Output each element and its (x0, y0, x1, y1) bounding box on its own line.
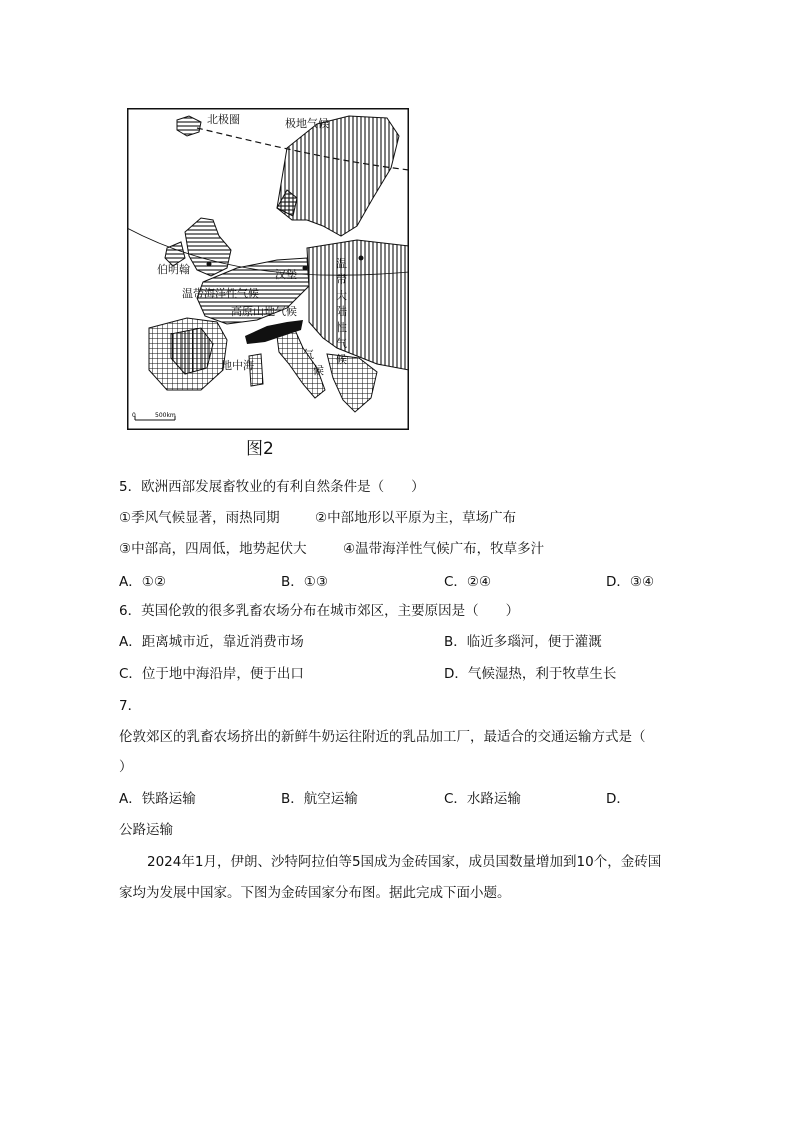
continental-char-2: 带 (336, 273, 347, 286)
highland-climate-label: 高原山地气候 (231, 305, 297, 318)
q5-option-a: A．①② (119, 574, 166, 590)
continental-char-5: 性 (336, 321, 347, 334)
q7-stem-line1: 伦敦郊区的乳畜农场挤出的新鲜牛奶运往附近的乳品加工厂，最适合的交通运输方式是（ (119, 729, 646, 745)
q7-option-d: D． (606, 791, 630, 807)
intro-line-1: 2024年1月，伊朗、沙特阿拉伯等5国成为金砖国家，成员国数量增加到10个，金砖国 (147, 854, 662, 870)
scale-zero-label: 0 (132, 412, 136, 419)
q7-number: 7． (119, 698, 142, 714)
q7-option-a: A．铁路运输 (119, 791, 196, 807)
moscow-dot (359, 256, 364, 261)
q5-option-b: B．①③ (281, 574, 328, 590)
polar-climate-label: 极地气候 (285, 117, 329, 130)
scale-km-label: 500km (155, 412, 176, 419)
mediterranean-climate-label-2: 候 (313, 364, 324, 377)
q5-statement-3: ③中部高，四周低，地势起伏大 (119, 541, 307, 557)
continental-char-3: 大 (336, 289, 347, 302)
mediterranean-sea-label: 地中海 (221, 359, 254, 372)
hamburg-dot (303, 266, 308, 271)
q5-statement-1: ①季风气候显著，雨热同期 (119, 510, 280, 526)
birmingham-label: 伯明翰 (157, 263, 190, 276)
europe-climate-map (127, 108, 409, 430)
q7-option-b: B．航空运输 (281, 791, 358, 807)
birmingham-dot (207, 262, 212, 267)
q5-statement-2: ②中部地形以平原为主，草场广布 (315, 510, 517, 526)
q7-stem-line2: ） (119, 759, 133, 775)
hamburg-label: 汉堡 (275, 268, 297, 281)
intro-line-2: 家均为发展中国家。下图为金砖国家分布图。据此完成下面小题。 (119, 885, 511, 901)
continental-char-4: 陆 (336, 305, 347, 318)
q6-option-b: B．临近多瑙河，便于灌溉 (444, 634, 602, 650)
q7-option-c: C．水路运输 (444, 791, 521, 807)
q6-option-a: A．距离城市近，靠近消费市场 (119, 634, 304, 650)
q5-option-d: D．③④ (606, 574, 655, 590)
continental-char-7: 候 (336, 353, 347, 366)
continental-char-1: 温 (336, 257, 347, 270)
q6-stem: 6．英国伦敦的很多乳畜农场分布在城市郊区，主要原因是（ ） (119, 603, 520, 619)
arctic-circle-label: 北极圈 (207, 113, 240, 126)
q6-option-d: D．气候湿热，利于牧草生长 (444, 666, 617, 682)
q5-statement-4: ④温带海洋性气候广布，牧草多汁 (343, 541, 545, 557)
mediterranean-climate-label-1: 气 (303, 348, 314, 361)
q6-option-c: C．位于地中海沿岸，便于出口 (119, 666, 304, 682)
map-svg (127, 108, 409, 430)
continental-char-6: 气 (336, 337, 347, 350)
temperate-maritime-label: 温带海洋性气候 (182, 287, 259, 300)
figure-caption: 图2 (246, 439, 274, 459)
q7-option-d-continued: 公路运输 (119, 822, 173, 838)
q5-option-c: C．②④ (444, 574, 492, 590)
q5-stem: 5．欧洲西部发展畜牧业的有利自然条件是（ ） (119, 479, 425, 495)
